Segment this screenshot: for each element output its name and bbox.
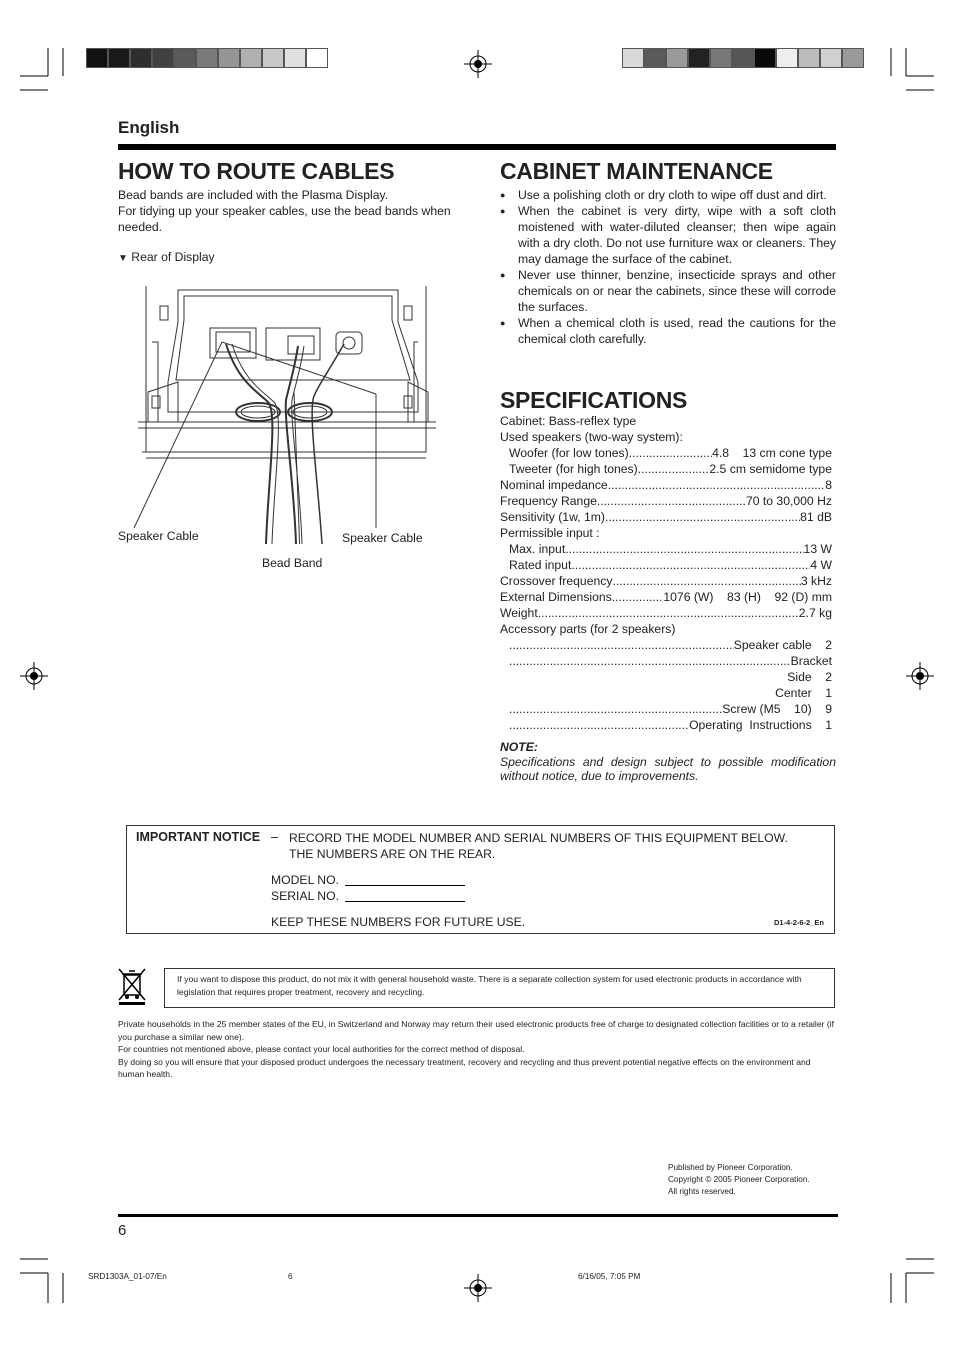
specifications-title: SPECIFICATIONS	[500, 387, 688, 413]
spec-cabinet: Cabinet: Bass-reflex type	[500, 414, 637, 428]
figure-caption: Rear of Display	[131, 250, 215, 264]
acc-bracket: ..... Bracket	[500, 653, 832, 669]
publisher-line-3: All rights reserved.	[668, 1187, 736, 1196]
label-speaker-cable-right: Speaker Cable	[342, 531, 423, 545]
footer-rule	[118, 1214, 838, 1217]
model-no-label: MODEL NO.	[271, 873, 339, 887]
color-swatch	[240, 48, 262, 68]
notice-label: IMPORTANT NOTICE	[136, 830, 261, 844]
spec-rated-input: Rated input ..... 4 W	[500, 557, 832, 573]
route-cables-section	[118, 158, 458, 267]
eu-paragraph-1: Private households in the 25 member states of the EU, in Switzerland and Norway may return their used electronic products free of charge to designated collection facilities or to a retailer (if you purchase a similar new one).	[118, 1019, 835, 1042]
color-swatch	[732, 48, 754, 68]
cabinet-section	[500, 158, 836, 347]
color-swatch	[218, 48, 240, 68]
serial-no-label: SERIAL NO.	[271, 889, 339, 903]
eu-paragraph-2: For countries not mentioned above, please contact your local authorities for the correct method of disposal.	[118, 1044, 525, 1054]
color-swatch	[842, 48, 864, 68]
spec-impedance: Nominal impedance ..... 8	[500, 477, 832, 493]
language-label: English	[118, 118, 180, 137]
color-swatch	[710, 48, 732, 68]
eu-disposal-text	[118, 1018, 836, 1081]
color-swatch	[622, 48, 644, 68]
color-swatch	[284, 48, 306, 68]
color-swatch	[130, 48, 152, 68]
color-swatch	[196, 48, 218, 68]
acc-side: Side 2	[787, 670, 832, 684]
route-cables-title: HOW TO ROUTE CABLES	[118, 158, 395, 184]
cabinet-bullet: ● When the cabinet is very dirty, wipe with a soft cloth moistened with water-diluted cleanser; then wipe again with a dry cloth. Do not use furniture wax or cleaners. They may damage the surface of the cabinet.	[500, 203, 836, 267]
color-swatch	[152, 48, 174, 68]
color-swatch	[262, 48, 284, 68]
spec-dimensions: External Dimensions ..... 1076 (W) 83 (H) 92 (D) mm	[500, 589, 832, 605]
acc-speaker-cable: ..... Speaker cable 2	[500, 637, 832, 653]
color-swatch	[754, 48, 776, 68]
doc-page: 6	[288, 1272, 293, 1281]
eu-disposal-box: If you want to dispose this product, do not mix it with general household waste. There is a separate collection system for used electronic products in accordance with legislation that requires proper treatment, recovery and recycling.	[164, 968, 835, 1008]
triangle-down-icon: ▼	[118, 253, 128, 264]
model-no-field[interactable]	[345, 885, 465, 886]
spec-frequency: Frequency Range ..... 70 to 30,000 Hz	[500, 493, 832, 509]
color-swatch	[776, 48, 798, 68]
label-speaker-cable-left: Speaker Cable	[118, 529, 199, 543]
cabinet-title: CABINET MAINTENANCE	[500, 158, 773, 184]
registration-mark-icon	[906, 662, 934, 690]
specifications-section	[500, 387, 836, 783]
color-swatch	[108, 48, 130, 68]
note-text: Specifications and design subject to possible modification without notice, due to improvements.	[500, 755, 836, 783]
cabinet-bullet: ● When a chemical cloth is used, read the cautions for the chemical cloth carefully.	[500, 315, 836, 347]
spec-max-input: Max. input ..... 13 W	[500, 541, 832, 557]
color-swatch	[666, 48, 688, 68]
crossed-bin-icon	[116, 966, 148, 1006]
spec-woofer: Woofer (for low tones) ..... 4.8 13 cm cone type	[500, 445, 832, 461]
rear-display-diagram	[118, 282, 438, 544]
spec-weight: Weight ..... 2.7 kg	[500, 605, 832, 621]
registration-mark-icon	[20, 662, 48, 690]
registration-mark-icon	[464, 50, 492, 78]
cabinet-list	[500, 187, 836, 347]
cabinet-bullet: ● Never use thinner, benzine, insecticide sprays and other chemicals on or near the cabinets, since these will corrode the surfaces.	[500, 267, 836, 315]
spec-sensitivity: Sensitivity (1w, 1m) ..... 81 dB	[500, 509, 832, 525]
spec-accessory: Accessory parts (for 2 speakers)	[500, 622, 676, 636]
acc-screw: ..... Screw (M5 10) 9	[500, 701, 832, 717]
keep-numbers-text: KEEP THESE NUMBERS FOR FUTURE USE.	[271, 915, 526, 929]
label-bead-band: Bead Band	[262, 556, 323, 570]
acc-center: Center 1	[775, 686, 832, 700]
page-number: 6	[118, 1222, 127, 1239]
publisher-line-2: Copyright © 2005 Pioneer Corporation.	[668, 1175, 810, 1184]
color-swatch	[86, 48, 108, 68]
notice-line-2: THE NUMBERS ARE ON THE REAR.	[289, 847, 496, 861]
figure-caption-row	[118, 249, 458, 267]
route-cables-intro-1: Bead bands are included with the Plasma Display.	[118, 188, 389, 202]
important-notice-box	[126, 825, 835, 934]
serial-no-field[interactable]	[345, 901, 465, 902]
eu-paragraph-3: By doing so you will ensure that your disposed product undergoes the necessary treatment, recovery and recycling and thus prevent potential negative effects on the environment and human health.	[118, 1056, 811, 1079]
spec-tweeter: Tweeter (for high tones) ..... 2.5 cm semidome type	[500, 461, 832, 477]
color-swatch	[306, 48, 328, 68]
doc-date: 6/16/05, 7:05 PM	[578, 1272, 641, 1281]
acc-instructions: ..... Operating Instructions 1	[500, 717, 832, 733]
spec-permissible: Permissible input :	[500, 526, 600, 540]
route-cables-intro-2: For tidying up your speaker cables, use the bead bands when needed.	[118, 204, 451, 234]
notice-line-1: RECORD THE MODEL NUMBER AND SERIAL NUMBERS OF THIS EQUIPMENT BELOW.	[289, 831, 788, 845]
publisher-block	[668, 1162, 810, 1198]
publisher-line-1: Published by Pioneer Corporation.	[668, 1163, 793, 1172]
color-swatch	[798, 48, 820, 68]
spec-used-speakers: Used speakers (two-way system):	[500, 430, 683, 444]
color-swatch	[820, 48, 842, 68]
notice-dash: –	[271, 830, 278, 844]
notice-code: D1-4-2-6-2_En	[773, 918, 824, 927]
spec-crossover: Crossover frequency ..... 3 kHz	[500, 573, 832, 589]
header-rule	[118, 144, 836, 150]
color-swatch	[174, 48, 196, 68]
cabinet-bullet: ● Use a polishing cloth or dry cloth to wipe off dust and dirt.	[500, 187, 836, 203]
color-swatch	[644, 48, 666, 68]
registration-mark-icon	[464, 1274, 492, 1302]
color-swatch	[688, 48, 710, 68]
doc-code: SRD1303A_01-07/En	[88, 1272, 167, 1281]
note-title: NOTE:	[500, 740, 538, 754]
